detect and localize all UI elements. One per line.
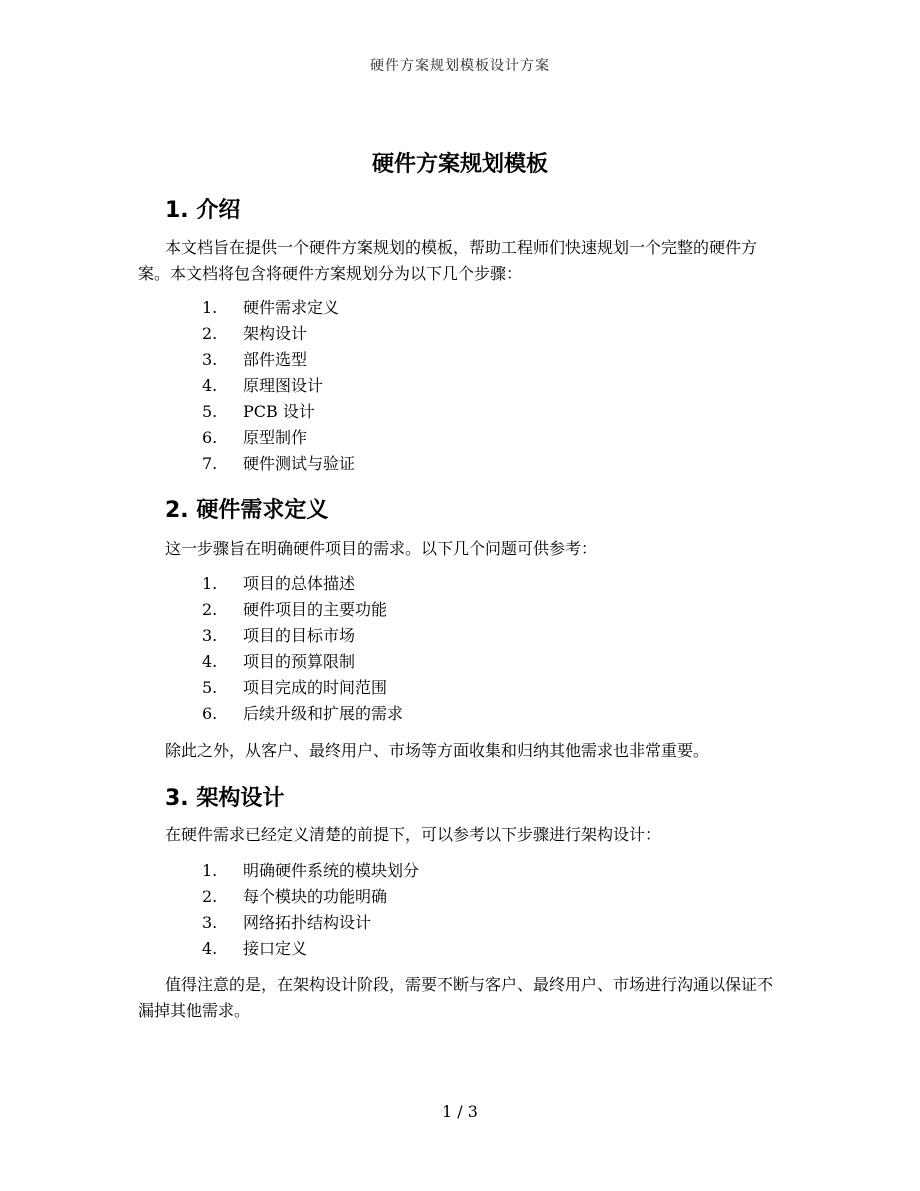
list-number: 5. [202, 678, 218, 697]
list-number: 6. [202, 428, 218, 447]
list-text: 项目的目标市场 [243, 626, 356, 645]
list-number: 3. [202, 350, 218, 369]
section-heading-intro: 1. 介绍 [165, 198, 241, 223]
page-number: 1 / 3 [442, 1102, 478, 1121]
section-heading-requirements: 2. 硬件需求定义 [165, 498, 329, 523]
section-intro-paragraph: 这一步骤旨在明确硬件项目的需求。以下几个问题可供参考： [165, 539, 598, 558]
list-number: 2. [202, 324, 218, 343]
list-text: 硬件测试与验证 [243, 454, 356, 473]
list-text: 网络拓扑结构设计 [243, 913, 372, 932]
section-intro-paragraph: 在硬件需求已经定义清楚的前提下，可以参考以下步骤进行架构设计： [165, 825, 662, 844]
section-outro-paragraph: 除此之外，从客户、最终用户、市场等方面收集和归纳其他需求也非常重要。 [165, 741, 710, 760]
section-intro-paragraph: 本文档旨在提供一个硬件方案规划的模板，帮助工程师们快速规划一个完整的硬件方案。本文档将包含将硬件方案规划分为以下几个步骤： [138, 238, 758, 283]
list-number: 1. [202, 298, 218, 317]
list-text: 后续升级和扩展的需求 [243, 704, 404, 723]
section-outro-paragraph: 值得注意的是，在架构设计阶段，需要不断与客户、最终用户、市场进行沟通以保证不漏掉其他需求。 [138, 975, 774, 1020]
list-text: 部件选型 [243, 350, 308, 369]
list-text: 项目的预算限制 [243, 652, 356, 671]
document-title: 硬件方案规划模板 [371, 151, 548, 177]
list-number: 4. [202, 652, 218, 671]
list-text: 原理图设计 [243, 376, 324, 395]
list-number: 3. [202, 626, 218, 645]
list-text: 硬件项目的主要功能 [243, 600, 388, 619]
list-text: PCB 设计 [243, 402, 315, 421]
list-number: 5. [202, 402, 218, 421]
running-header: 硬件方案规划模板设计方案 [370, 58, 550, 74]
list-number: 3. [202, 913, 218, 932]
list-text: 项目的总体描述 [243, 574, 356, 593]
list-number: 7. [202, 454, 218, 473]
list-number: 6. [202, 704, 218, 723]
list-text: 硬件需求定义 [243, 298, 340, 317]
list-text: 每个模块的功能明确 [243, 887, 388, 906]
list-text: 接口定义 [243, 939, 308, 958]
section-heading-architecture: 3. 架构设计 [165, 786, 285, 811]
list-number: 2. [202, 600, 218, 619]
list-text: 明确硬件系统的模块划分 [243, 861, 420, 880]
list-number: 4. [202, 939, 218, 958]
list-number: 1. [202, 574, 218, 593]
list-text: 原型制作 [243, 428, 308, 447]
list-number: 1. [202, 861, 218, 880]
list-number: 4. [202, 376, 218, 395]
list-number: 2. [202, 887, 218, 906]
list-text: 项目完成的时间范围 [243, 678, 388, 697]
list-text: 架构设计 [243, 324, 308, 343]
